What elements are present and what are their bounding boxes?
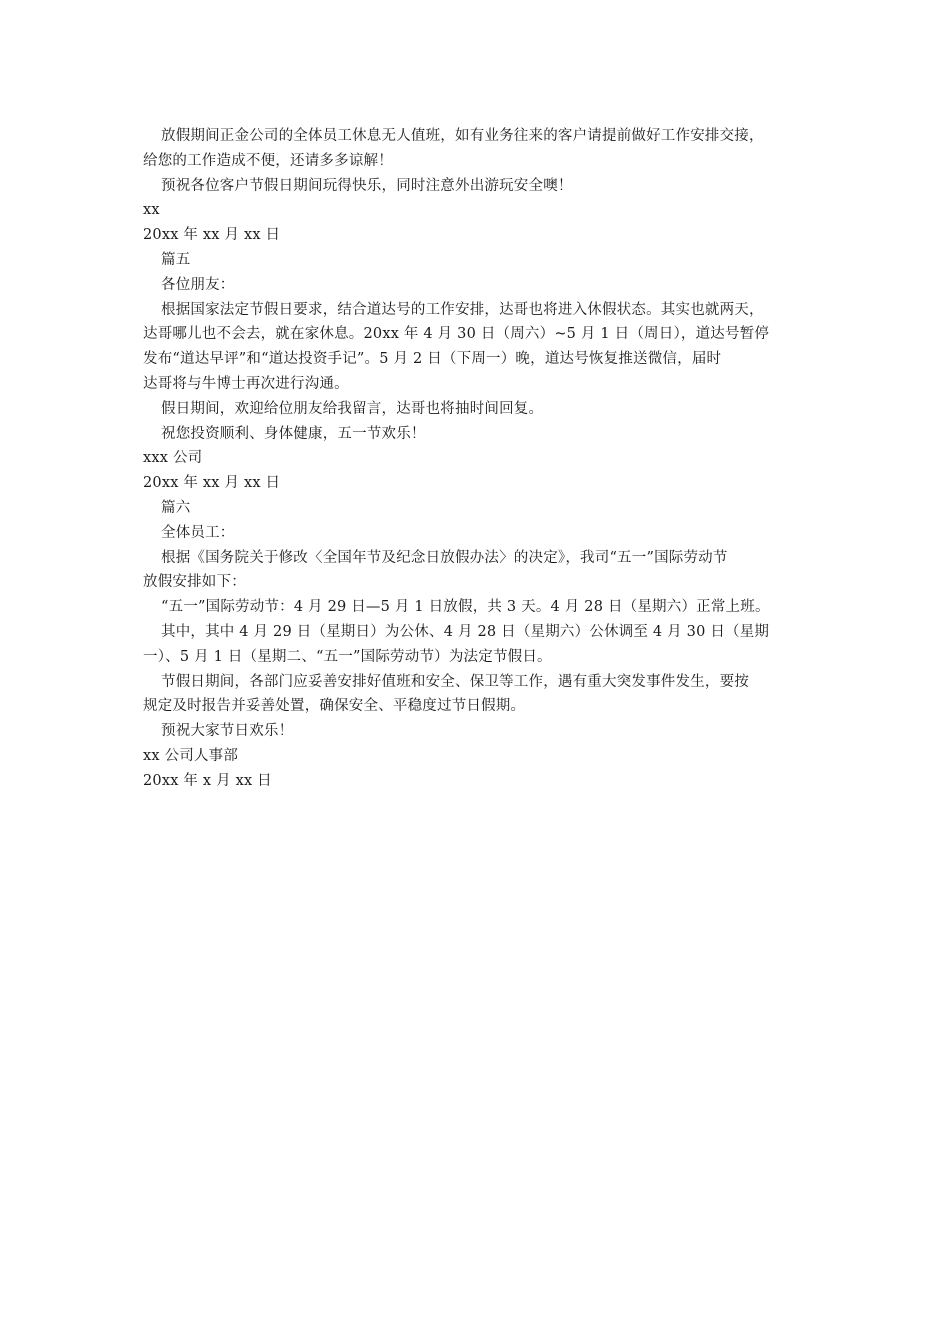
text-line: 规定及时报告并妥善处置，确保安全、平稳度过节日假期。 [143,698,526,715]
text-line: 各位朋友： [161,276,235,293]
text-line: 发布“道达早评”和“道达投资手记”。5 月 2 日（下周一）晚，道达号恢复推送微信，届时 [143,351,722,368]
text-line: xx 公司人事部 [143,747,239,764]
text-line: 一）、5 月 1 日（星期二、“五一”国际劳动节）为法定节假日。 [143,648,552,665]
text-line: xxx 公司 [143,450,203,467]
text-line: 祝您投资顺利、身体健康，五一节欢乐！ [161,425,426,442]
text-line: 20xx 年 xx 月 xx 日 [143,475,281,492]
text-line: 假日期间，欢迎给位朋友给我留言，达哥也将抽时间回复。 [161,400,544,417]
text-line: “五一”国际劳动节：4 月 29 日—5 月 1 日放假，共 3 天。4 月 28 日（星期六）正常上班。 [161,599,770,616]
text-line: 给您的工作造成不便，还请多多谅解！ [143,152,393,169]
text-line: 预祝大家节日欢乐！ [161,723,294,740]
text-line: 根据《国务院关于修改〈全国年节及纪念日放假办法〉的决定》，我司“五一”国际劳动节 [161,549,728,566]
text-line: 放假期间正金公司的全体员工休息无人值班，如有业务往来的客户请提前做好工作安排交接， [161,128,764,144]
text-line: 达哥将与牛博士再次进行沟通。 [143,375,349,392]
text-line: 篇五 [161,251,191,268]
text-line: xx [143,202,160,219]
text-line: 其中，其中 4 月 29 日（星期日）为公休、4 月 28 日（星期六）公休调至 4 月 30 日（星期 [161,623,770,640]
text-line: 20xx 年 x 月 xx 日 [143,772,272,789]
text-line: 放假安排如下： [143,574,246,591]
text-line: 全体员工： [161,524,235,541]
text-line: 根据国家法定节假日要求，结合道达号的工作安排，达哥也将进入休假状态。其实也就两天， [161,301,764,318]
text-line: 预祝各位客户节假日期间玩得快乐，同时注意外出游玩安全噢！ [161,177,573,194]
text-line: 篇六 [161,499,191,516]
text-line: 达哥哪儿也不会去，就在家休息。20xx 年 4 月 30 日（周六）~5 月 1 日（周日），道达号暂停 [143,326,770,343]
text-line: 节假日期间，各部门应妥善安排好值班和安全、保卫等工作，遇有重大突发事件发生，要按 [161,673,749,690]
text-line: 20xx 年 xx 月 xx 日 [143,227,281,244]
document-page [143,124,808,794]
